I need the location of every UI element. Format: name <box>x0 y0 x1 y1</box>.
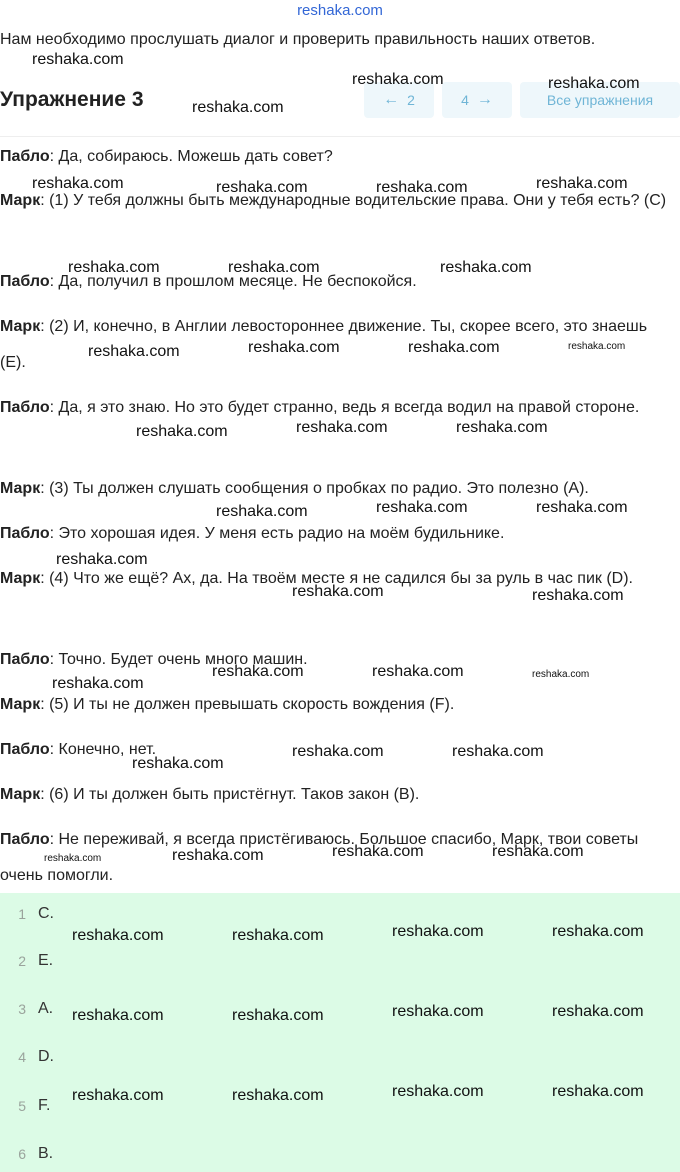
watermark: reshaka.com <box>72 1087 164 1104</box>
intro-text: Нам необходимо прослушать диалог и проверить правильность наших ответов. <box>0 31 596 48</box>
watermark: reshaka.com <box>352 71 444 88</box>
watermark: reshaka.com <box>72 927 164 944</box>
line-text: : (4) Что же ещё? Ах, да. На твоём месте я не садился бы за руль в час пик (D). <box>40 570 633 587</box>
dialogue-line <box>0 732 672 768</box>
line-text: : (2) И, конечно, в Англии левостороннее движение. Ты, скорее всего, это знаешь (E). <box>0 318 648 371</box>
watermark: reshaka.com <box>376 499 468 516</box>
watermark: reshaka.com <box>372 663 464 680</box>
prev-exercise-button[interactable] <box>364 82 434 118</box>
watermark: reshaka.com <box>452 743 544 760</box>
line-text: : (6) И ты должен быть пристёгнут. Таков закон (B). <box>40 786 420 803</box>
speaker-name: Пабло <box>0 399 50 416</box>
next-exercise-button[interactable] <box>442 82 512 118</box>
dialogue-line <box>0 516 672 552</box>
line-text: : Конечно, нет. <box>49 741 157 758</box>
line-text: : Да, я это знаю. Но это будет странно, ведь я всегда водил на правой стороне. <box>49 399 640 416</box>
watermark: reshaka.com <box>248 339 340 356</box>
watermark: reshaka.com <box>32 51 124 68</box>
watermark: reshaka.com <box>232 927 324 944</box>
watermark: reshaka.com <box>232 1007 324 1024</box>
answers-block <box>0 893 680 1172</box>
watermark: reshaka.com <box>216 503 308 520</box>
watermark: reshaka.com <box>44 853 102 864</box>
speaker-name: Пабло <box>0 525 50 542</box>
watermark: reshaka.com <box>392 1003 484 1020</box>
speaker-name: Марк <box>0 192 41 209</box>
divider <box>0 136 680 137</box>
line-text: : Точно. Будет очень много машин. <box>49 651 308 668</box>
speaker-name: Марк <box>0 786 41 803</box>
speaker-name: Пабло <box>0 831 50 848</box>
dialogue-line <box>0 390 672 426</box>
arrow-right-icon: → <box>476 91 493 108</box>
watermark: reshaka.com <box>392 923 484 940</box>
watermark: reshaka.com <box>536 499 628 516</box>
dialogue-line <box>0 471 672 507</box>
watermark: reshaka.com <box>532 587 624 604</box>
watermark: reshaka.com <box>216 179 308 196</box>
watermark: reshaka.com <box>228 259 320 276</box>
line-text: : (3) Ты должен слушать сообщения о пробках по радио. Это полезно (A). <box>40 480 589 497</box>
dialogue-line <box>0 777 672 813</box>
answer-value: D. <box>38 1048 54 1065</box>
answer-number: 3 <box>18 1001 26 1017</box>
all-exercises-label: Все упражнения <box>546 92 654 108</box>
site-logo[interactable]: reshaka.com <box>297 2 383 19</box>
answer-number: 5 <box>18 1098 26 1114</box>
answer-value: C. <box>38 905 54 922</box>
speaker-name: Пабло <box>0 273 50 290</box>
watermark: reshaka.com <box>332 843 424 860</box>
answer-item <box>0 1142 53 1166</box>
watermark: reshaka.com <box>408 339 500 356</box>
speaker-name: Марк <box>0 480 41 497</box>
watermark: reshaka.com <box>68 259 160 276</box>
line-text: : Да, собираюсь. Можешь дать совет? <box>49 148 333 165</box>
speaker-name: Марк <box>0 570 41 587</box>
watermark: reshaka.com <box>532 669 590 680</box>
watermark: reshaka.com <box>72 1007 164 1024</box>
all-exercises-button[interactable] <box>520 82 680 118</box>
prev-exercise-label: 2 <box>407 92 415 108</box>
line-text: : Это хорошая идея. У меня есть радио на моём будильнике. <box>49 525 505 542</box>
speaker-name: Пабло <box>0 741 50 758</box>
line-text: : (1) У тебя должны быть международные водительские права. Они у тебя есть? (C) <box>40 192 667 209</box>
answer-number: 4 <box>18 1049 26 1065</box>
answer-value: A. <box>38 1000 54 1017</box>
watermark: reshaka.com <box>52 675 144 692</box>
dialogue-line <box>0 561 672 597</box>
exercise-title: Упражнение 3 <box>0 88 144 111</box>
watermark: reshaka.com <box>296 419 388 436</box>
watermark: reshaka.com <box>392 1083 484 1100</box>
watermark: reshaka.com <box>552 923 644 940</box>
watermark: reshaka.com <box>492 843 584 860</box>
dialogue-line <box>0 264 672 300</box>
watermark: reshaka.com <box>192 99 284 116</box>
watermark: reshaka.com <box>536 175 628 192</box>
dialogue-line <box>0 642 672 678</box>
dialogue-line <box>0 687 672 723</box>
watermark: reshaka.com <box>376 179 468 196</box>
watermark: reshaka.com <box>212 663 304 680</box>
dialogue-line <box>0 139 672 175</box>
watermark: reshaka.com <box>548 75 640 92</box>
speaker-name: Марк <box>0 318 41 335</box>
line-text: : Да, получил в прошлом месяце. Не беспокойся. <box>49 273 417 290</box>
answer-item <box>0 997 53 1021</box>
watermark: reshaka.com <box>32 175 124 192</box>
speaker-name: Пабло <box>0 148 50 165</box>
dialogue-line <box>0 822 672 894</box>
watermark: reshaka.com <box>568 341 626 352</box>
watermark: reshaka.com <box>136 423 228 440</box>
answer-number: 6 <box>18 1146 26 1162</box>
watermark: reshaka.com <box>232 1087 324 1104</box>
speaker-name: Марк <box>0 696 41 713</box>
answer-item <box>0 949 53 973</box>
watermark: reshaka.com <box>292 583 384 600</box>
watermark: reshaka.com <box>56 551 148 568</box>
answer-value: B. <box>38 1145 54 1162</box>
answer-number: 2 <box>18 953 26 969</box>
answer-item <box>0 1094 50 1118</box>
watermark: reshaka.com <box>552 1083 644 1100</box>
answer-item <box>0 1045 54 1069</box>
line-text: : (5) И ты не должен превышать скорость вождения (F). <box>40 696 455 713</box>
answer-value: F. <box>38 1097 51 1114</box>
answer-value: E. <box>38 952 54 969</box>
speaker-name: Пабло <box>0 651 50 668</box>
answer-number: 1 <box>18 906 26 922</box>
watermark: reshaka.com <box>172 847 264 864</box>
watermark: reshaka.com <box>552 1003 644 1020</box>
watermark: reshaka.com <box>132 755 224 772</box>
arrow-left-icon: ← <box>383 91 400 108</box>
dialogue-line <box>0 309 672 381</box>
watermark: reshaka.com <box>88 343 180 360</box>
next-exercise-label: 4 <box>461 92 469 108</box>
watermark: reshaka.com <box>292 743 384 760</box>
watermark: reshaka.com <box>456 419 548 436</box>
watermark: reshaka.com <box>440 259 532 276</box>
answer-item <box>0 902 54 926</box>
dialogue-line <box>0 183 672 219</box>
line-text: : Не переживай, я всегда пристёгиваюсь. Большое спасибо, Марк, твои советы очень помогли. <box>0 831 639 884</box>
